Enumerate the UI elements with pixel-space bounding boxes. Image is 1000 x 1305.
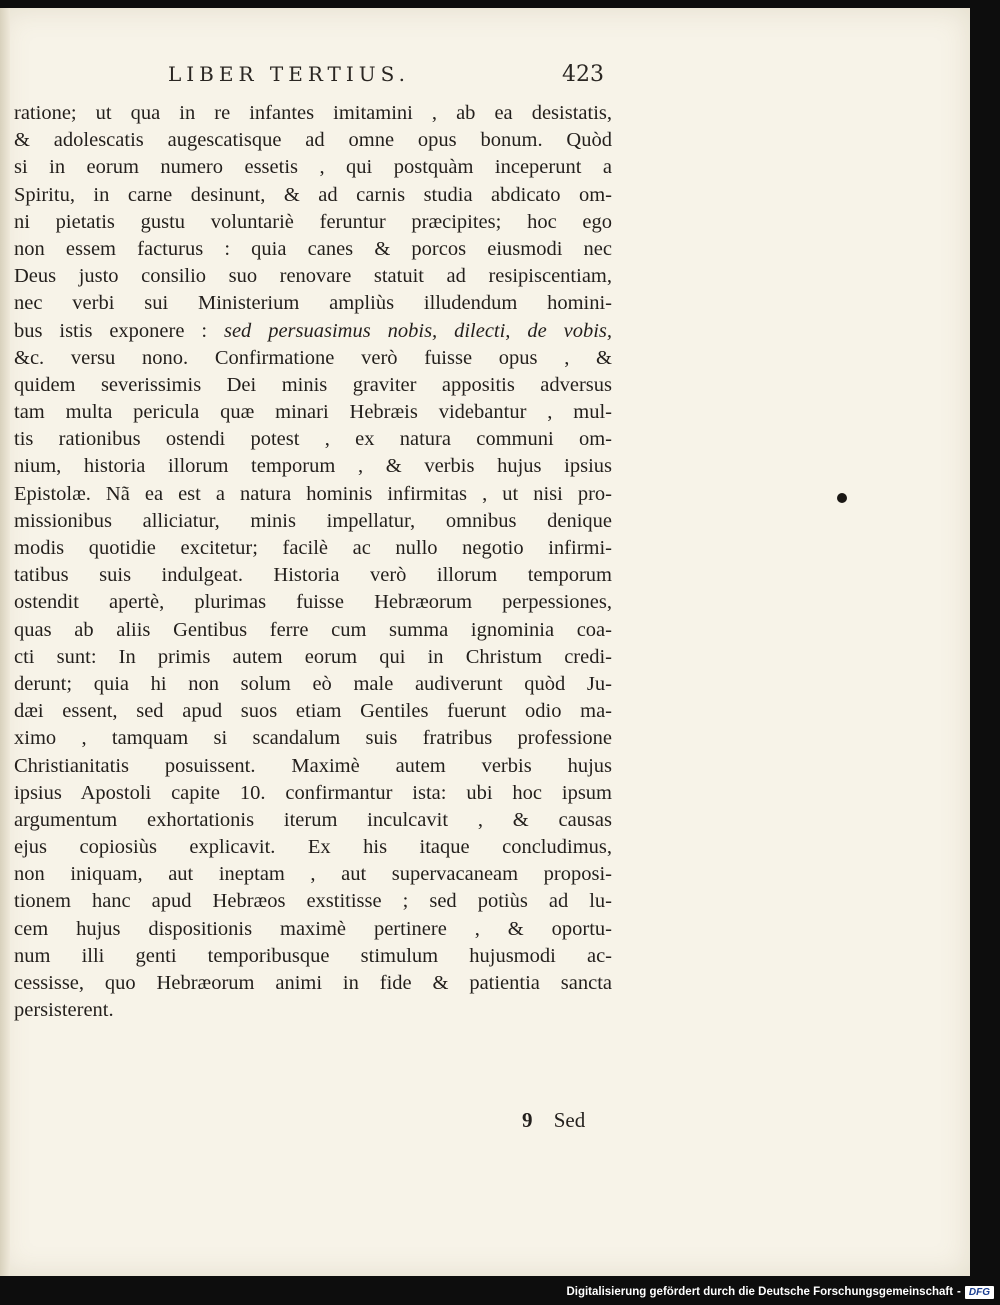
line-text: non essem facturus : quia canes & porcos eiusmodi nec [14,237,612,260]
text-line [14,888,612,915]
text-line [14,589,612,616]
line-text: Spiritu, in carne desinunt, & ad carnis studia abdicato om- [14,183,612,206]
text-line [14,453,612,480]
text-line [14,644,612,671]
line-text: Epistolæ. Nã ea est a natura hominis infirmitas , ut nisi pro- [14,482,612,505]
line-text: quas ab aliis Gentibus ferre cum summa ignominia coa- [14,618,612,641]
line-text: tam multa pericula quæ minari Hebræis videbantur , mul- [14,401,612,424]
line-text: ipsius Apostoli capite 10. confirmantur ista: ubi hoc ipsum [14,781,612,804]
italic-quotation: sed persuasimus nobis, dilecti, de vobis, [223,319,612,342]
text-line [14,617,612,644]
catchword-line [522,1108,585,1133]
running-head: LIBER TERTIUS. [168,62,410,86]
text-line [14,671,612,698]
text-line [14,508,612,535]
text-line [14,209,612,236]
text-line [14,127,612,154]
line-text: tionem hanc apud Hebræos exstitisse ; sed potiùs ad lu- [14,890,612,913]
line-text: nium, historia illorum temporum , & verbis hujus ipsius [14,455,612,478]
funding-credit: Digitalisierung gefördert durch die Deutsche Forschungsgemeinschaft [566,1286,954,1298]
signature-mark: 9 [522,1108,533,1132]
text-line [14,154,612,181]
line-text: Christianitatis posuissent. Maximè autem verbis hujus [14,754,612,777]
text-line [14,318,612,345]
text-line [14,372,612,399]
text-line [14,861,612,888]
text-line [14,753,612,780]
text-line [14,562,612,589]
line-text: dæi essent, sed apud suos etiam Gentiles fuerunt odio ma- [14,700,612,723]
text-line [14,807,612,834]
text-line [14,997,612,1024]
line-text: quidem severissimis Dei minis graviter appositis adversus [14,373,612,396]
line-text: cti sunt: In primis autem eorum qui in Christum credi- [14,645,612,668]
text-line [14,834,612,861]
line-text: Deus justo consilio suo renovare statuit ad resipiscentiam, [14,265,612,288]
text-line [14,182,612,209]
line-text: cem hujus dispositionis maximè pertinere , & oportu- [14,917,612,940]
line-text: derunt; quia hi non solum eò male audiverunt quòd Ju- [14,672,612,695]
line-text: ratione; ut qua in re infantes imitamini , ab ea desistatis, [14,102,612,124]
text-line [14,698,612,725]
line-text: missionibus alliciatur, minis impellatur, omnibus denique [14,509,612,532]
line-text: ximo , tamquam si scandalum suis fratribus professione [14,727,612,750]
text-line [14,100,612,127]
dfg-logo: DFG [965,1286,994,1299]
text-line [14,780,612,807]
text-line [14,916,612,943]
line-text: argumentum exhortationis iterum inculcavit , & causas [14,808,612,831]
line-text: tis rationibus ostendi potest , ex natura communi om- [14,428,612,451]
line-text: & adolescatis augescatisque ad omne opus bonum. Quòd [14,129,612,152]
page-number: 423 [562,62,604,87]
credit-separator: - [957,1286,961,1298]
text-line [14,263,612,290]
book-page [0,8,970,1276]
line-text: persisterent. [14,999,114,1022]
text-line [14,943,612,970]
line-text: nec verbi sui Ministerium ampliùs illudendum homini- [14,292,612,315]
line-text: tatibus suis indulgeat. Historia verò illorum temporum [14,564,612,587]
page-gutter [0,8,10,1276]
text-line [14,399,612,426]
line-text: bus istis exponere : [14,319,224,342]
catchword: Sed [553,1108,586,1132]
line-text: num illi genti temporibusque stimulum hujusmodi ac- [14,944,612,967]
line-text: modis quotidie excitetur; facilè ac nullo negotio infirmi- [14,537,612,559]
text-line [14,236,612,263]
page-header [0,62,970,96]
line-text: ni pietatis gustu voluntariè feruntur præcipites; hoc ego [14,210,612,233]
line-text: ostendit apertè, plurimas fuisse Hebræorum perpessiones, [14,591,612,614]
digitization-footer [566,1282,994,1302]
text-line [14,426,612,453]
text-line [14,535,612,562]
ink-spot [837,493,847,503]
line-text: &c. versu nono. Confirmatione verò fuisse opus , & [14,346,612,369]
text-line [14,481,612,508]
text-line [14,290,612,317]
body-text [14,100,612,1024]
text-line [14,970,612,997]
line-text: ejus copiosiùs explicavit. Ex his itaque concludimus, [14,836,612,859]
text-line [14,345,612,372]
line-text: non iniquam, aut ineptam , aut supervacaneam proposi- [14,863,612,886]
line-text: cessisse, quo Hebræorum animi in fide & patientia sancta [14,972,612,994]
line-text: si in eorum numero essetis , qui postquàm inceperunt a [14,156,612,179]
text-line [14,725,612,752]
